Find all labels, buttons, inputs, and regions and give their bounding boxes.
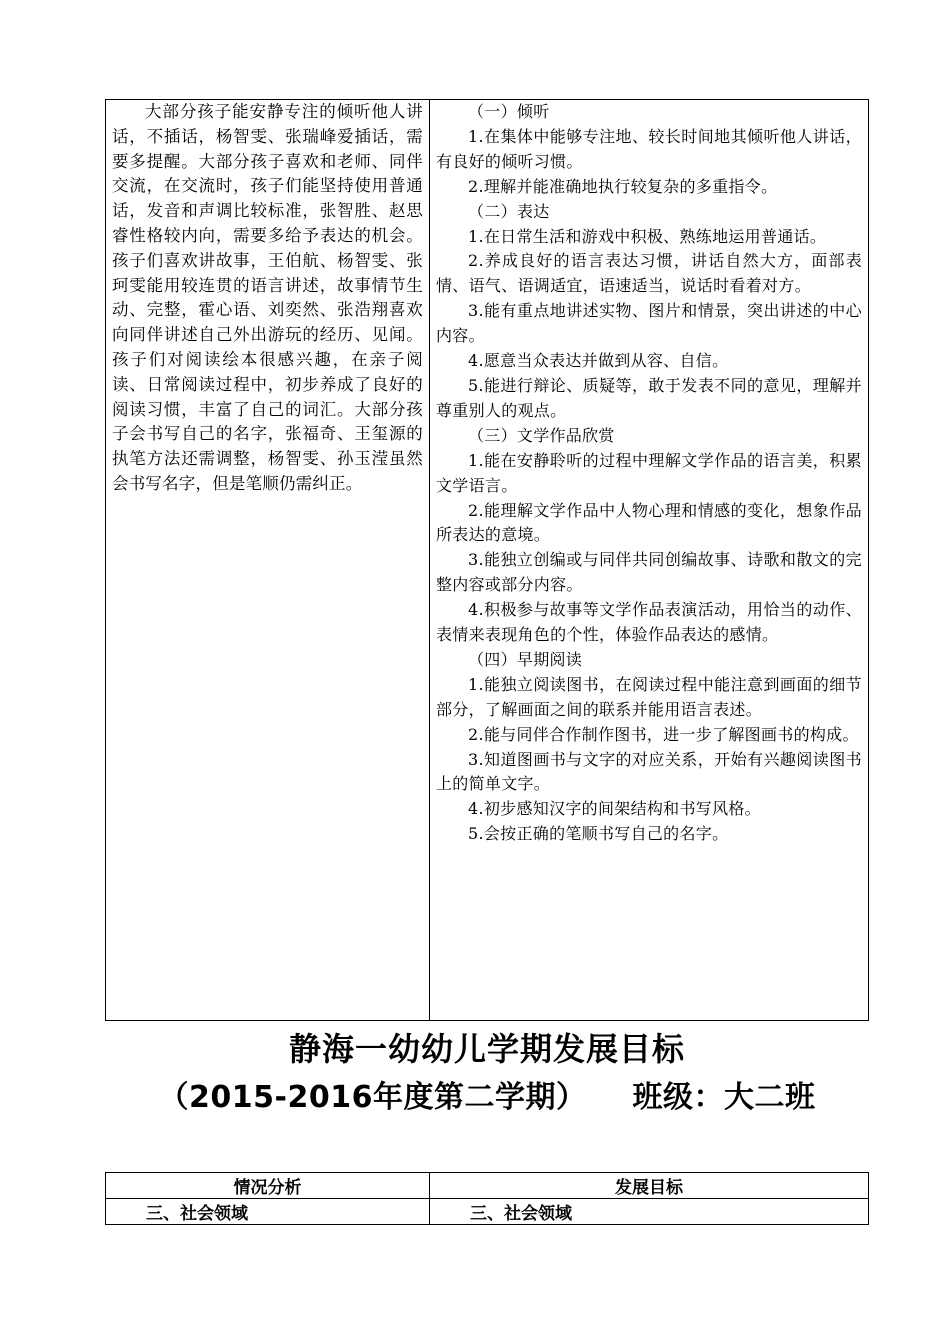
goal-item: 4.愿意当众表达并做到从容、自信。 bbox=[468, 351, 729, 371]
goal-item: 1.在日常生活和游戏中积极、熟练地运用普通话。 bbox=[468, 226, 827, 246]
goal-item: 4.初步感知汉字的间架结构和书写风格。 bbox=[468, 799, 761, 819]
goal-item: 2.能理解文学作品中人物心理和情感的变化，想象作品所表达的意境。 bbox=[436, 500, 862, 545]
goal-heading-early-reading: （四）早期阅读 bbox=[468, 649, 583, 669]
header-development-goals: 发展目标 bbox=[430, 1173, 869, 1199]
goal-item: 1.在集体中能够专注地、较长时间地其倾听他人讲话，有良好的倾听习惯。 bbox=[436, 126, 862, 171]
goal-item: 2.养成良好的语言表达习惯，讲话自然大方，面部表情、语气、语调适宜，语速适当，说话时看着对方。 bbox=[436, 251, 862, 296]
development-table-new bbox=[105, 1172, 869, 1225]
document-title: 静海一幼幼儿学期发展目标 bbox=[288, 1030, 685, 1068]
goal-item: 5.会按正确的笔顺书写自己的名字。 bbox=[468, 824, 729, 844]
goal-heading-literature: （三）文学作品欣赏 bbox=[468, 425, 615, 445]
goal-item: 1.能独立阅读图书，在阅读过程中能注意到画面的细节部分，了解画面之间的联系并能用语言表述。 bbox=[436, 674, 862, 719]
goal-item: 3.能有重点地讲述实物、图片和情景，突出讲述的中心内容。 bbox=[436, 301, 862, 346]
document-title-block bbox=[105, 1024, 869, 1122]
goal-item: 3.能独立创编或与同伴共同创编故事、诗歌和散文的完整内容或部分内容。 bbox=[436, 550, 862, 595]
goal-heading-expression: （二）表达 bbox=[468, 201, 550, 221]
goal-item: 4.积极参与故事等文学作品表演活动，用恰当的动作、表情来表现角色的个性，体验作品表达的感情。 bbox=[436, 600, 862, 645]
header-situation-analysis: 情况分析 bbox=[106, 1173, 430, 1199]
section-social-analysis: 三、社会领域 bbox=[106, 1199, 430, 1225]
document-subtitle: （2015-2016年度第二学期） 班级：大二班 bbox=[158, 1080, 816, 1115]
goal-item: 5.能进行辩论、质疑等，敢于发表不同的意见，理解并尊重别人的观点。 bbox=[436, 375, 862, 420]
goal-heading-listening: （一）倾听 bbox=[468, 102, 550, 121]
section-social-goals: 三、社会领域 bbox=[430, 1199, 869, 1225]
development-table-continued bbox=[105, 99, 869, 1021]
situation-analysis-cell bbox=[106, 100, 430, 1020]
table-header-row bbox=[106, 1173, 869, 1199]
goal-item: 1.能在安静聆听的过程中理解文学作品的语言美，积累文学语言。 bbox=[436, 450, 862, 495]
goal-item: 2.理解并能准确地执行较复杂的多重指令。 bbox=[468, 176, 778, 196]
goal-item: 3.知道图画书与文字的对应关系，开始有兴趣阅读图书上的简单文字。 bbox=[436, 749, 862, 794]
development-goals-cell bbox=[430, 100, 868, 1020]
table-row bbox=[106, 1199, 869, 1225]
situation-analysis-text: 大部分孩子能安静专注的倾听他人讲话，不插话，杨智雯、张瑞峰爱插话，需要多提醒。大部分孩子喜欢和老师、同伴交流，在交流时，孩子们能坚持使用普通话，发音和声调比较标准，张智胜、赵思睿性格较内向，需要多给予表达的机会。孩子们喜欢讲故事，王伯航、杨智雯、张珂雯能用较连贯的语言讲述，故事情节生动、完整，霍心语、刘奕然、张浩翔喜欢向同伴讲述自己外出游玩的经历、见闻。孩子们对阅读绘本很感兴趣，在亲子阅读、日常阅读过程中，初步养成了良好的阅读习惯，丰富了自己的词汇。大部分孩子会书写自己的名字，张福奇、王玺源的执笔方法还需调整，杨智雯、孙玉滢虽然会书写名字，但是笔顺仍需纠正。 bbox=[112, 102, 423, 493]
goal-item: 2.能与同伴合作制作图书，进一步了解图画书的构成。 bbox=[468, 724, 859, 744]
